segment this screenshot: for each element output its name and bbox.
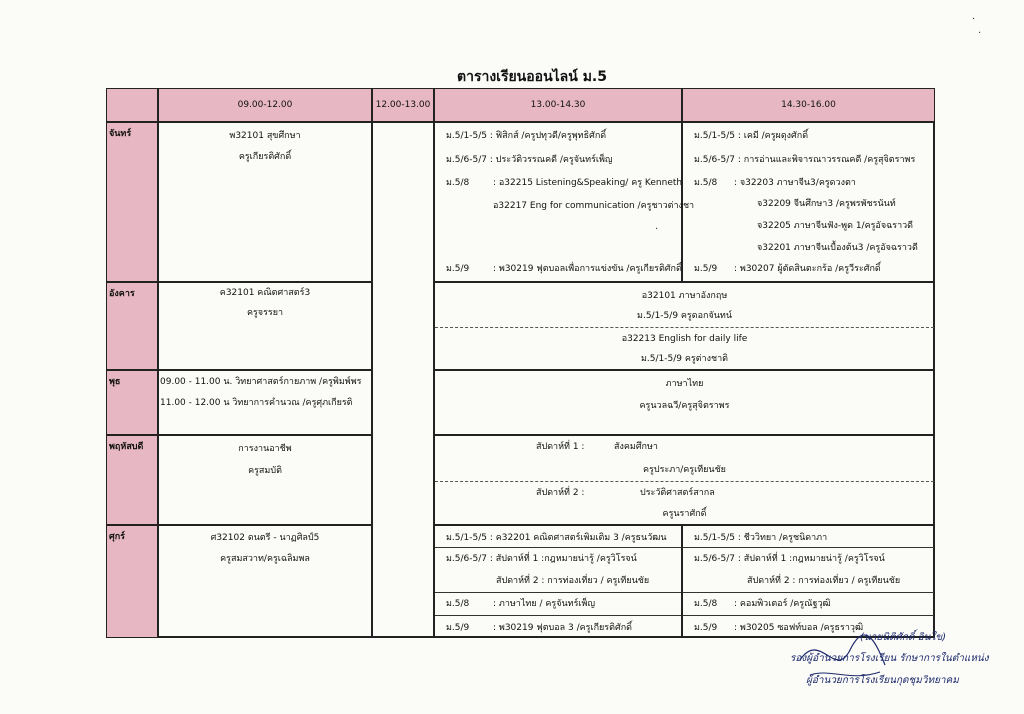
mon-p2-line: ม.5/6-5/7 : ประวัติวรรณคดี /ครูจันทร์เพ็ญ: [446, 155, 613, 165]
mon-p1-teacher: ครูเกียรติศักดิ์: [238, 152, 292, 162]
tue-p2-line: อ32213 English for daily life: [621, 334, 748, 344]
mon-p3-line: จ32205 ภาษาจีนฟัง-พูด 1/ครูอัจฉราวดี: [757, 221, 914, 231]
mon-p3-class: ม.5/8: [694, 178, 718, 188]
corner-cell: [106, 88, 158, 122]
thu-p1-subject: การงานอาชีพ: [238, 444, 292, 454]
mon-p3-line: จ32201 ภาษาจีนเบื้องต้น3 /ครูอัจฉราวดี: [757, 243, 918, 253]
header-09-12: 09.00-12.00: [158, 88, 372, 122]
mon-p3-line: จ32209 จีนศึกษา3 /ครูพรพัชรนันท์: [757, 199, 896, 209]
fri-p3-line: : คอมพิวเตอร์ /ครูณัฐวุฒิ: [734, 599, 831, 609]
corner-dots: ·: [972, 14, 976, 25]
mon-p3-line: ม.5/6-5/7 : การอ่านและพิจารณาวรรณคดี /ครูสุจิตราพร: [694, 155, 916, 165]
thu-p2-week-label: สัปดาห์ที่ 1 :: [536, 442, 585, 452]
header-1430-16: 14.30-16.00: [682, 88, 935, 122]
fri-p2-line: : พ30219 ฟุตบอล 3 /ครูเกียรติศักดิ์: [493, 623, 632, 633]
mon-p2-class: ม.5/8: [446, 178, 470, 188]
mon-p3-line: : จ32203 ภาษาจีน3/ครูดวงตา: [734, 178, 856, 188]
tue-divider: [435, 327, 934, 328]
day-thursday: พฤหัสบดี: [106, 435, 158, 525]
fri-p2-line: : ภาษาไทย / ครูจันทร์เพ็ญ: [493, 599, 596, 609]
mon-p2-class: ม.5/9: [446, 264, 470, 274]
mon-p2-line: : อ32215 Listening&Speaking/ ครู Kenneth: [493, 178, 683, 188]
fri-p2-class: ม.5/8: [446, 599, 470, 609]
mon-p2-line: อ32217 Eng for communication /ครูชาวต่างชา: [493, 201, 695, 211]
fri-p3-class: ม.5/9: [694, 623, 718, 633]
tue-p2-line: อ32101 ภาษาอังกฤษ: [641, 291, 728, 301]
tue-p2-line: ม.5/1-5/9 ครูต่างชาติ: [640, 354, 729, 364]
day-monday: จันทร์: [106, 122, 158, 282]
fri-p3-rule: [683, 615, 934, 616]
wed-p1-line: 09.00 - 11.00 น. วิทยาศาสตร์กายภาพ /ครูพิมพ์พร: [160, 377, 362, 387]
fri-p2-class: ม.5/9: [446, 623, 470, 633]
day-tuesday: อังคาร: [106, 282, 158, 370]
thu-divider: [435, 481, 934, 482]
wed-p2-line: ครูนวลฉวี/ครูสุจิตราพร: [639, 401, 730, 411]
fri-p2-rule: [435, 547, 681, 548]
handwritten-signature: [790, 620, 890, 690]
thu-p1-teacher: ครูสมบัติ: [248, 466, 282, 476]
fri-p1-teacher: ครูสมสวาท/ครูเฉลิมพล: [220, 554, 310, 564]
fri-p3-class: ม.5/8: [694, 599, 718, 609]
corner-dots: ·: [978, 28, 982, 39]
mon-p3-line: : พ30207 ผู้ตัดสินตะกร้อ /ครูวีระศักดิ์: [734, 264, 881, 274]
fri-p3-line: สัปดาห์ที่ 2 : การท่องเที่ยว / ครูเทียนชัย: [747, 576, 901, 586]
mon-p1-subject: พ32101 สุขศึกษา: [229, 131, 301, 141]
fri-p3-line: : พ30205 ซอฟท์บอล /ครูธราวุฒิ: [734, 623, 864, 633]
wed-p1-line: 11.00 - 12.00 น วิทยาการคำนวณ /ครูศุภเกียรติ: [160, 398, 353, 408]
thu-p2-teacher: ครูนราศักดิ์: [662, 509, 707, 519]
fri-p2-line: ม.5/1-5/5 : ค32201 คณิตศาสตร์เพิ่มเติม 3 /ครูธนวัฒน: [446, 533, 667, 543]
mon-p3-line: ม.5/1-5/5 : เคมี /ครูผดุงศักดิ์: [694, 131, 809, 141]
fri-p2-line: สัปดาห์ที่ 2 : การท่องเที่ยว / ครูเทียนชัย: [496, 576, 650, 586]
signature-position: รองผู้อำนวยการโรงเรียน รักษาการในตำแหน่ง: [790, 653, 989, 664]
thu-p2-teacher: ครูประภา/ครูเทียนชัย: [643, 465, 726, 475]
header-12-13: 12.00-13.00: [372, 88, 434, 122]
thu-p2-subject: ประวัติศาสตร์สากล: [640, 488, 715, 498]
fri-p2-rule: [435, 592, 681, 593]
mon-p3-class: ม.5/9: [694, 264, 718, 274]
mon-morning-cell: [158, 122, 372, 282]
fri-p2-line: ม.5/6-5/7 : สัปดาห์ที่ 1 :กฎหมายน่ารู้ /ครูวิโรจน์: [446, 554, 637, 564]
header-13-1430: 13.00-14.30: [434, 88, 682, 122]
fri-p3-line: ม.5/6-5/7 : สัปดาห์ที่ 1 :กฎหมายน่ารู้ /ครูวิโรจน์: [694, 554, 885, 564]
tue-p2-line: ม.5/1-5/9 ครูดอกจันทน์: [637, 311, 732, 321]
thu-p2-subject: สังคมศึกษา: [614, 442, 658, 452]
fri-p1-subject: ศ32102 ดนตรี - นาฏศิลป์5: [210, 533, 320, 543]
thu-p2-week-label: สัปดาห์ที่ 2 :: [536, 488, 585, 498]
fri-p2-rule: [435, 615, 681, 616]
fri-p3-rule: [683, 592, 934, 593]
page-title: ตารางเรียนออนไลน์ ม.5: [457, 69, 607, 85]
day-friday: ศุกร์: [106, 525, 158, 638]
tue-p1-teacher: ครูจรรยา: [246, 308, 284, 318]
mon-p2-line: ม.5/1-5/5 : ฟิสิกส์ /ครูปทุวดี/ครูพุทธิศักดิ์: [446, 131, 607, 141]
tue-p1-subject: ค32101 คณิตศาสตร์3: [219, 288, 311, 298]
day-wednesday: พุธ: [106, 370, 158, 435]
fri-p3-rule: [683, 547, 934, 548]
mon-p2-line: : พ30219 ฟุตบอลเพื่อการแข่งขัน /ครูเกียรติศักดิ์: [493, 264, 682, 274]
lunch-column: [372, 122, 434, 638]
fri-p3-line: ม.5/1-5/5 : ชีววิทยา /ครูชนิดาภา: [694, 533, 828, 543]
signature-school: ผู้อำนวยการโรงเรียนกุดชุมวิทยาคม: [806, 675, 959, 686]
stray-mark: ·: [655, 224, 659, 235]
signature-name: (นายนิติศักดิ์ อินใข): [860, 632, 947, 643]
wed-p2-line: ภาษาไทย: [665, 379, 704, 389]
